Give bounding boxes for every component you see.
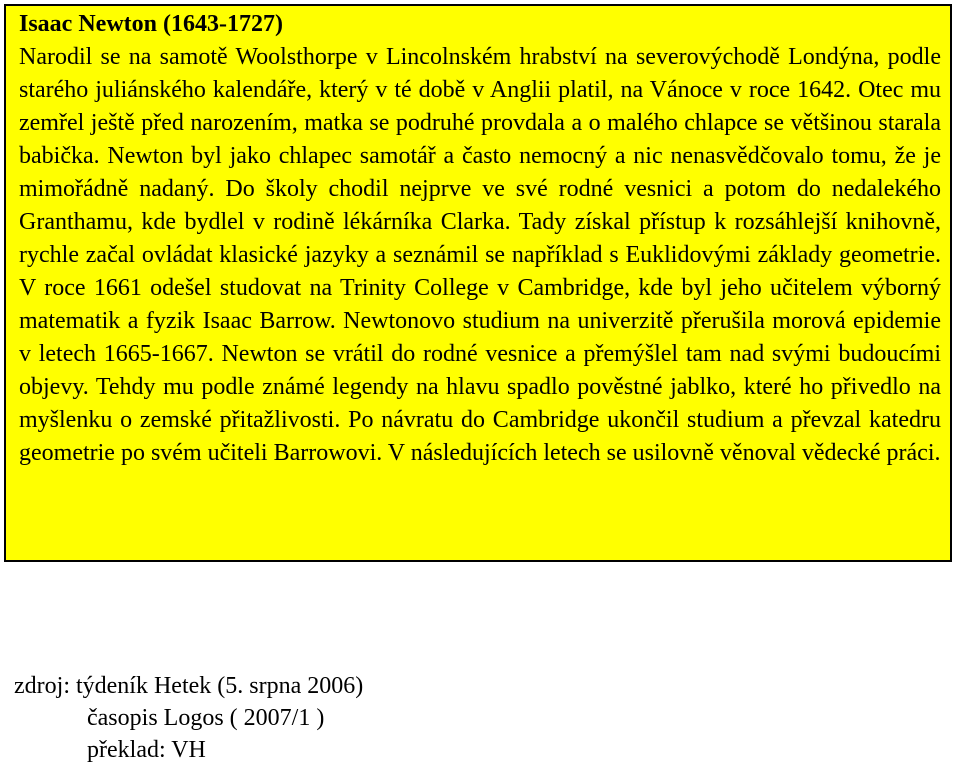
source-line-newspaper: zdroj: týdeník Hetek (5. srpna 2006) [14, 673, 364, 699]
biography-text: Narodil se na samotě Woolsthorpe v Lincolnském hrabství na severovýchodě Londýna, podle starého juliánského kalendáře, který v té době v Anglii platil, na Vánoce v roce 1642. Otec mu zemřel ještě před narozením, matka se podruhé provdala a o malého chlapce se většinou starala babička. Newton byl jako chlapec samotář a často nemocný a nic nenasvědčovalo tomu, že je mimořádně nadaný. Do školy chodil nejprve ve své rodné vesnici a potom do nedalekého Granthamu, kde bydlel v rodině lékárníka Clarka. Tady získal přístup k rozsáhlejší knihovně, rychle začal ovládat klasické jazyky a seznámil se například s Euklidovými základy geometrie. V roce 1661 odešel studovat na Trinity College v Cambridge, kde byl jeho učitelem výborný matematik a fyzik Isaac Barrow. Newtonovo studium na univerzitě přerušila morová epidemie v letech 1665-1667. Newton se vrátil do rodné vesnice a přemýšlel tam nad svými budoucími objevy. Tehdy mu podle známé legendy na hlavu spadlo pověstné jablko, které ho přivedlo na myšlenku o zemské přitažlivosti. Po návratu do Cambridge ukončil studium a převzal katedru geometrie po svém učiteli Barrowovi. V následujících letech se usilovně věnoval vědecké práci. [19, 44, 941, 466]
biography-title: Isaac Newton (1643-1727) [19, 11, 283, 37]
biography-box [4, 4, 952, 562]
source-line-magazine: časopis Logos ( 2007/1 ) [87, 705, 325, 731]
source-line-translation: překlad: VH [87, 737, 206, 763]
sources-block [14, 670, 363, 766]
